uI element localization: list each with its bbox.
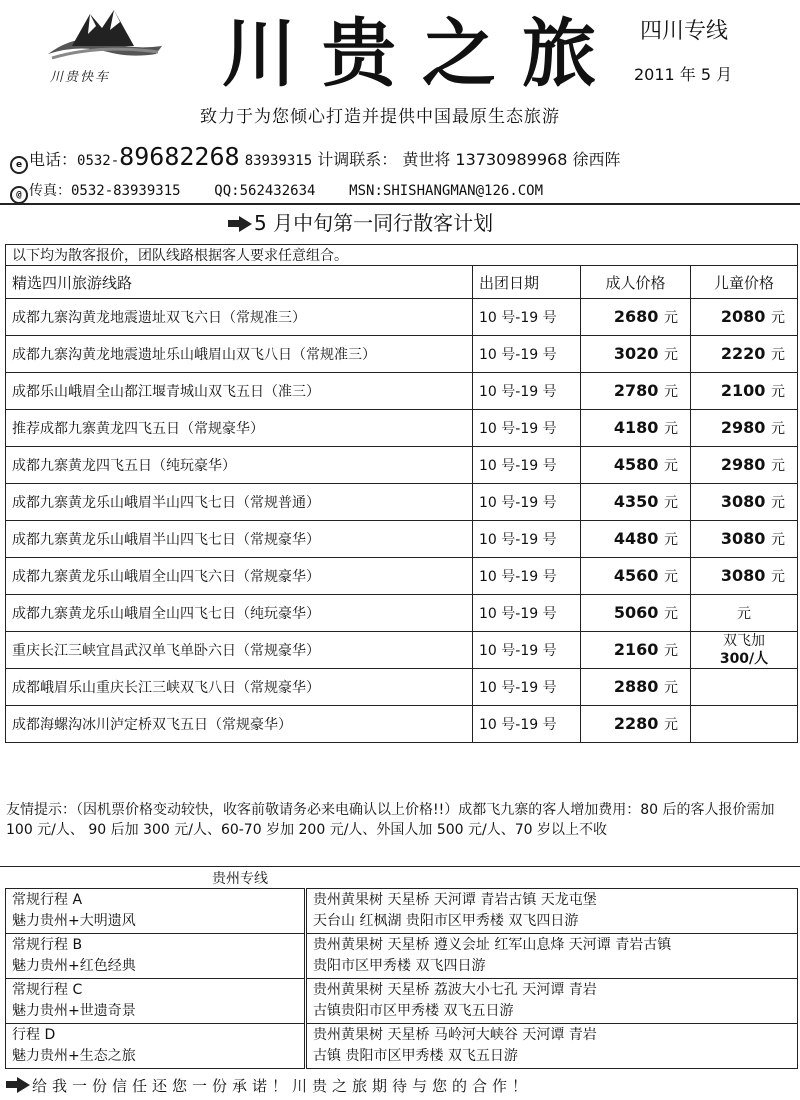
route-name: 成都九寨黄龙乐山峨眉全山四飞六日（常规豪华） (6, 558, 473, 595)
departure-date: 10 号-19 号 (473, 521, 581, 558)
departure-date: 10 号-19 号 (473, 706, 581, 743)
table-intro-row (6, 245, 798, 266)
departure-date: 10 号-19 号 (473, 336, 581, 373)
header-route: 精选四川旅游线路 (6, 266, 473, 299)
departure-date: 10 号-19 号 (473, 410, 581, 447)
phone-label: 电话： (29, 150, 78, 169)
issue-date: 2011 年 5 月 (634, 65, 733, 84)
header-child: 儿童价格 (691, 266, 798, 299)
itinerary-name: 常规行程 A 魅力贵州+大明遗风 (6, 889, 306, 934)
table-row (6, 669, 798, 706)
child-price: 3080 元 (691, 484, 798, 521)
itinerary-desc: 贵州黄果树 天星桥 马岭河大峡谷 天河谭 青岩 古镇 贵阳市区甲秀楼 双飞五日游 (306, 1024, 798, 1069)
notice-divider (0, 866, 800, 867)
header-adult: 成人价格 (581, 266, 691, 299)
header-date: 出团日期 (473, 266, 581, 299)
coordinator-2: 徐西阵 (572, 150, 621, 169)
table-row (6, 706, 798, 743)
adult-price: 5060 元 (581, 595, 691, 632)
departure-date: 10 号-19 号 (473, 373, 581, 410)
table-row (6, 373, 798, 410)
departure-date: 10 号-19 号 (473, 484, 581, 521)
fax-number: 0532-83939315 (71, 183, 181, 199)
table-row (6, 484, 798, 521)
fax-line (10, 180, 543, 204)
table-intro: 以下均为散客报价，团队线路根据客人要求任意组合。 (6, 245, 798, 266)
arrow-right-icon (228, 216, 252, 230)
qq-number: QQ:562432634 (214, 183, 316, 199)
child-price-empty (691, 706, 798, 743)
child-price: 3080 元 (691, 558, 798, 595)
adult-price: 2160 元 (581, 632, 691, 669)
logo-caption: 川贵快车 (50, 70, 111, 85)
coordinator-1: 黄世将 13730989968 (402, 150, 568, 169)
adult-price: 2680 元 (581, 299, 691, 336)
route-name: 重庆长江三峡宜昌武汉单飞单卧六日（常规豪华） (6, 632, 473, 669)
phone-extra: 83939315 (244, 153, 313, 169)
child-extra-fee: 双飞加 300/人 (691, 632, 798, 669)
route-label: 四川专线 (640, 19, 729, 44)
arrow-right-icon (6, 1077, 30, 1091)
table-row (6, 521, 798, 558)
child-price: 3080 元 (691, 521, 798, 558)
departure-date: 10 号-19 号 (473, 447, 581, 484)
table-row (6, 632, 798, 669)
table-row (6, 889, 798, 934)
slogan: 致力于为您倾心打造并提供中国最原生态旅游 (200, 107, 560, 127)
fax-label: 传真： (29, 183, 71, 199)
route-name: 成都峨眉乐山重庆长江三峡双飞八日（常规豪华） (6, 669, 473, 706)
departure-date: 10 号-19 号 (473, 299, 581, 336)
child-price-empty (691, 669, 798, 706)
table-row (6, 1024, 798, 1069)
table-row (6, 410, 798, 447)
route-name: 成都九寨沟黄龙地震遗址乐山峨眉山双飞八日（常规准三） (6, 336, 473, 373)
notice-text: 友情提示：（因机票价格变动较快，收客前敬请务必来电确认以上价格!!）成都飞九寨的客人增加费用：80 后的客人报价需加 100 元/人、 90 后加 300 元/人、60-70 岁加 200 元/人、外国人加 500 元/人、70 岁以上不收 (6, 802, 775, 838)
guizhou-title: 贵州专线 (212, 871, 268, 887)
route-name: 成都九寨黄龙乐山峨眉半山四飞七日（常规普通） (6, 484, 473, 521)
adult-price: 2780 元 (581, 373, 691, 410)
price-table (5, 244, 798, 743)
table-row (6, 979, 798, 1024)
itinerary-desc: 贵州黄果树 天星桥 荔波大小七孔 天河谭 青岩 古镇贵阳市区甲秀楼 双飞五日游 (306, 979, 798, 1024)
route-name: 成都九寨沟黄龙地震遗址双飞六日（常规准三） (6, 299, 473, 336)
route-name: 成都海螺沟冰川泸定桥双飞五日（常规豪华） (6, 706, 473, 743)
adult-price: 4480 元 (581, 521, 691, 558)
footer-slogan (6, 1075, 532, 1096)
child-price: 2220 元 (691, 336, 798, 373)
departure-date: 10 号-19 号 (473, 632, 581, 669)
msn-address: MSN:SHISHANGMAN@126.COM (349, 183, 544, 199)
itinerary-desc: 贵州黄果树 天星桥 天河谭 青岩古镇 天龙屯堡 天台山 红枫湖 贵阳市区甲秀楼 双飞四日游 (306, 889, 798, 934)
phone-main: 89682268 (119, 142, 240, 171)
adult-price: 4580 元 (581, 447, 691, 484)
route-name: 成都九寨黄龙乐山峨眉全山四飞七日（纯玩豪华） (6, 595, 473, 632)
brand-title: 川贵之旅 (222, 11, 622, 97)
plan-title-text: 5 月中旬第一同行散客计划 (254, 211, 494, 235)
route-name: 成都九寨黄龙四飞五日（纯玩豪华） (6, 447, 473, 484)
itinerary-name: 常规行程 C 魅力贵州+世遗奇景 (6, 979, 306, 1024)
adult-price: 4180 元 (581, 410, 691, 447)
phone-line (10, 142, 621, 174)
table-row (6, 595, 798, 632)
route-name: 成都九寨黄龙乐山峨眉半山四飞七日（常规豪华） (6, 521, 473, 558)
route-name: 成都乐山峨眉全山都江堰青城山双飞五日（准三） (6, 373, 473, 410)
table-row (6, 934, 798, 979)
child-price: 元 (691, 595, 798, 632)
child-price: 2080 元 (691, 299, 798, 336)
adult-price: 4560 元 (581, 558, 691, 595)
departure-date: 10 号-19 号 (473, 558, 581, 595)
table-row (6, 336, 798, 373)
departure-date: 10 号-19 号 (473, 669, 581, 706)
table-row (6, 447, 798, 484)
header-divider (0, 203, 800, 205)
child-price: 2100 元 (691, 373, 798, 410)
phone-icon: e (10, 156, 28, 174)
departure-date: 10 号-19 号 (473, 595, 581, 632)
guizhou-table (5, 888, 798, 1069)
table-header-row (6, 266, 798, 299)
itinerary-desc: 贵州黄果树 天星桥 遵义会址 红军山息烽 天河谭 青岩古镇 贵阳市区甲秀楼 双飞四日游 (306, 934, 798, 979)
adult-price: 3020 元 (581, 336, 691, 373)
coordinator-label: 计调联系： (317, 150, 398, 169)
table-row (6, 299, 798, 336)
phone-prefix: 0532- (77, 153, 120, 169)
adult-price: 2880 元 (581, 669, 691, 706)
table-row (6, 558, 798, 595)
child-price: 2980 元 (691, 447, 798, 484)
child-price: 2980 元 (691, 410, 798, 447)
plan-title (228, 207, 493, 236)
fax-icon: @ (10, 186, 28, 204)
adult-price: 2280 元 (581, 706, 691, 743)
itinerary-name: 常规行程 B 魅力贵州+红色经典 (6, 934, 306, 979)
adult-price: 4350 元 (581, 484, 691, 521)
route-name: 推荐成都九寨黄龙四飞五日（常规豪华） (6, 410, 473, 447)
itinerary-name: 行程 D 魅力贵州+生态之旅 (6, 1024, 306, 1069)
footer-text: 给我一份信任还您一份承诺！川贵之旅期待与您的合作！ (32, 1077, 533, 1095)
